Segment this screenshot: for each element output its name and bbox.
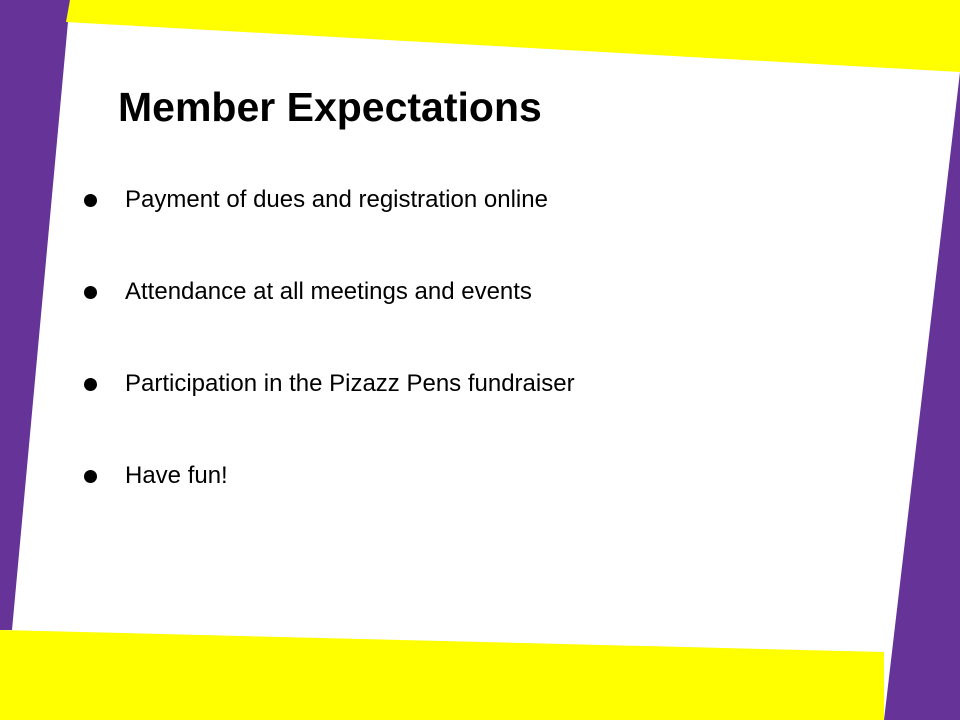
bullet-list	[84, 178, 575, 546]
bullet-text: Attendance at all meetings and events	[125, 278, 532, 305]
bullet-item	[84, 178, 575, 270]
bullet-dot-icon	[84, 378, 97, 391]
frame-yellow-bottom	[0, 630, 884, 720]
frame-purple-left	[0, 0, 70, 630]
bullet-dot-icon	[84, 194, 97, 207]
bullet-item	[84, 454, 575, 546]
bullet-dot-icon	[84, 286, 97, 299]
slide-title: Member Expectations	[118, 84, 542, 130]
frame-yellow-top	[66, 0, 960, 72]
bullet-item	[84, 270, 575, 362]
bullet-text: Payment of dues and registration online	[125, 186, 548, 213]
bullet-item	[84, 362, 575, 454]
bullet-dot-icon	[84, 470, 97, 483]
bullet-text: Participation in the Pizazz Pens fundraiser	[125, 370, 575, 397]
frame-purple-right	[884, 72, 960, 720]
bullet-text: Have fun!	[125, 462, 228, 489]
